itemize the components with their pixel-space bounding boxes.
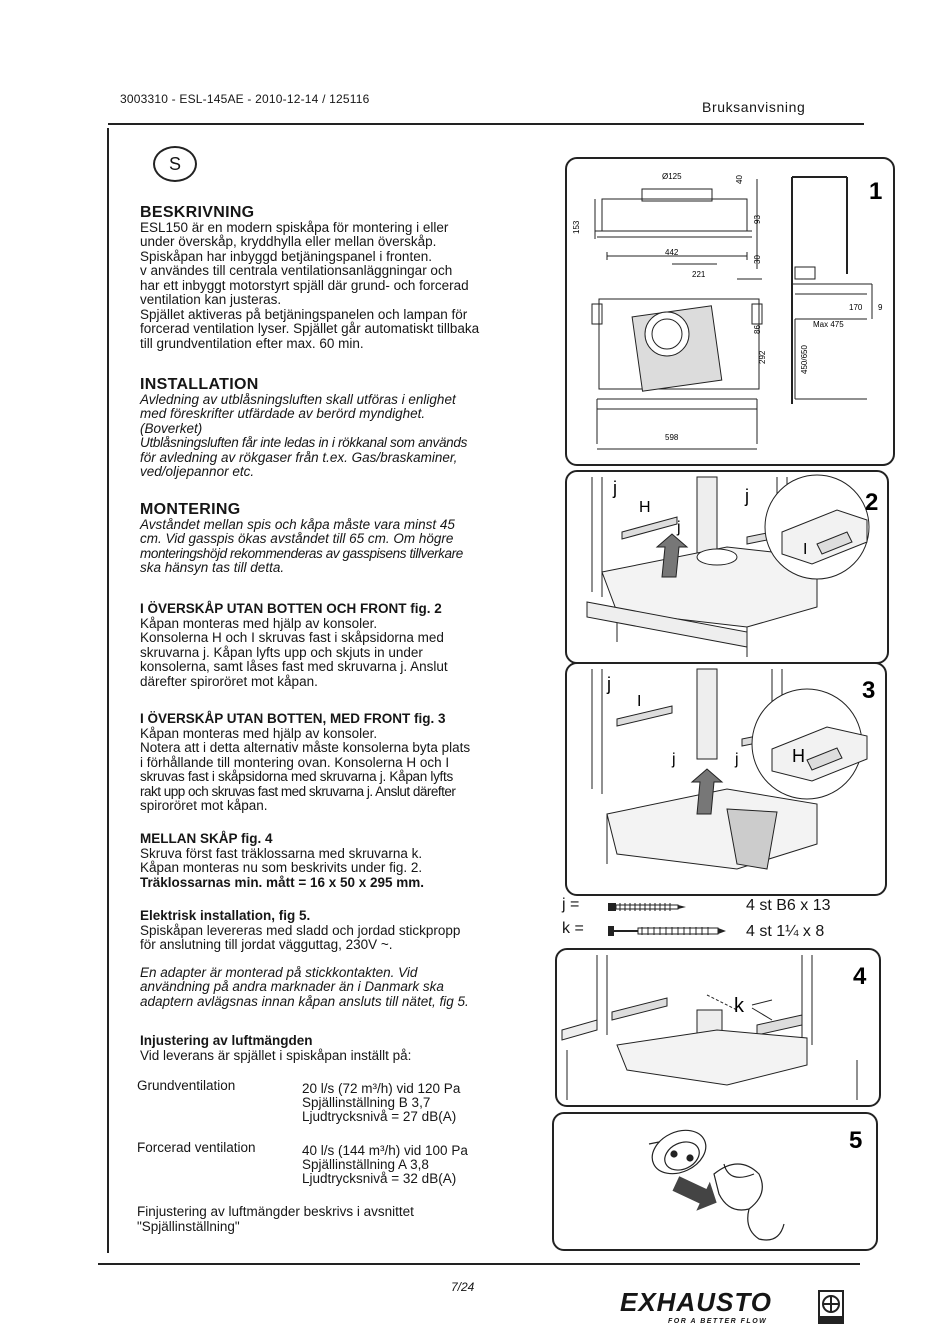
dim-d93: 93 (753, 215, 762, 224)
section-fig2 (140, 602, 525, 689)
exhausto-logo-icon (818, 1290, 844, 1324)
heading-beskrivning: BESKRIVNING (140, 204, 255, 221)
figure-3-drawing (567, 664, 885, 894)
footer-rule (98, 1263, 860, 1265)
heading-fig4: MELLAN SKÅP fig. 4 (140, 831, 273, 846)
dim-d450650: 450/650 (800, 345, 809, 374)
dim-d153: 153 (572, 220, 581, 234)
figure-1 (565, 157, 895, 466)
text-line: Spiskåpan levereras med sladd och jordad stickpropp (140, 922, 461, 938)
dim-d30: 30 (753, 255, 762, 264)
dim-d292: 292 (758, 350, 767, 364)
heading-fig3: I ÖVERSKÅP UTAN BOTTEN, MED FRONT fig. 3 (140, 711, 446, 726)
text-line: adaptern avlägsnas innan kåpan ansluts till nätet, fig 5. (140, 993, 469, 1009)
figure-4 (555, 948, 881, 1107)
text-line: för anslutning till jordat vägguttag, 230V ~. (140, 937, 393, 952)
row-value: Spjällinställning A 3,8 (302, 1157, 429, 1172)
text-line: ska hänsyn tas till detta. (140, 560, 285, 575)
row-value: 20 l/s (72 m³/h) vid 120 Pa (302, 1081, 461, 1096)
row-value: Spjällinställning B 3,7 (302, 1095, 431, 1110)
dim-d442: 442 (665, 248, 679, 257)
header-rule (108, 123, 864, 125)
text-line: Spjället aktiveras på betjäningspanelen och lampan för (140, 306, 468, 322)
row-values (302, 1082, 460, 1124)
dim-d86: 86 (753, 325, 762, 334)
screw-k-icon (608, 924, 728, 938)
label-I: I (637, 693, 642, 710)
label-j: j (613, 478, 617, 498)
label-k: k (734, 995, 744, 1017)
dim-d9: 9 (878, 303, 883, 312)
section-fig4 (140, 832, 525, 890)
text-line: med föreskrifter utfärdade av berörd myndighet. (140, 406, 426, 421)
text-line: Konsolerna H och I skruvas fast i skåpsidorna med (140, 630, 444, 645)
dim-d221: 221 (692, 270, 706, 279)
text-line: forcerad ventilation lyser. Spjället går automatiskt tillbaka (140, 321, 480, 336)
document-title: Bruksanvisning (702, 99, 806, 115)
section-montering (140, 503, 525, 576)
heading-fig2: I ÖVERSKÅP UTAN BOTTEN OCH FRONT fig. 2 (140, 601, 442, 616)
text-line: Kåpan monteras med hjälp av konsoler. (140, 725, 378, 741)
heading-elektrisk: Elektrisk installation, fig 5. (140, 908, 311, 923)
dim-max475: Max 475 (813, 320, 844, 329)
text-line: Avståndet mellan spis och kåpa måste vara minst 45 (140, 516, 455, 532)
heading-installation: INSTALLATION (140, 376, 259, 393)
section-installation (140, 378, 525, 480)
text-line-bold: Träklossarnas min. mått = 16 x 50 x 295 mm. (140, 874, 425, 890)
text-line: Vid leverans är spjället i spiskåpan inställt på: (140, 1047, 412, 1063)
label-j: j (607, 674, 611, 694)
figure-3 (565, 662, 887, 896)
section-injustering (140, 1034, 525, 1063)
text-line: Avledning av utblåsningsluften skall utföras i enlighet (140, 391, 456, 407)
brand-tagline: FOR A BETTER FLOW (668, 1318, 768, 1325)
screw-desc-k: 4 st 1¼ x 8 (746, 923, 825, 940)
text-line: därefter spiroröret mot kåpan. (140, 673, 318, 689)
text-line: skruvas fast i skåpsidorna med skruvarna j. Kåpan lyfts (140, 769, 453, 784)
figure-number: 1 (869, 178, 883, 205)
brand-logo-text: EXHAUSTO (620, 1287, 772, 1317)
text-line: monteringshöjd rekommenderas av gasspisens tillverkare (140, 545, 463, 561)
screw-key: j = (562, 896, 580, 913)
text-line: Utblåsningsluften får inte ledas in i rökkanal som används (140, 435, 468, 450)
text-line: har ett inbyggt motorstyrt spjäll där grund- och forcerad (140, 277, 469, 293)
row-values (302, 1144, 468, 1186)
screw-key: k = (562, 920, 584, 937)
text-line: till grundventilation efter max. 60 min. (140, 335, 364, 351)
figure-4-drawing (557, 950, 879, 1105)
plug-icon (554, 1114, 876, 1249)
heading-montering: MONTERING (140, 501, 241, 518)
figure-number: 5 (849, 1127, 863, 1154)
text-line: skruvarna j. Kåpan lyfts upp och skjuts in under (140, 644, 423, 660)
text-line: Kåpan monteras nu som beskrivits under fig. 2. (140, 860, 423, 875)
label-j: j (677, 519, 681, 536)
label-j: j (672, 751, 676, 768)
text-line: Finjustering av luftmängder beskrivs i avsnittet (137, 1204, 414, 1219)
left-margin-rule (107, 128, 109, 1253)
section-beskrivning (140, 206, 525, 351)
text-line: v användes till centrala ventilationsanläggningar och (140, 263, 453, 278)
label-H: H (639, 499, 651, 516)
heading-injustering: Injustering av luftmängden (140, 1033, 313, 1048)
injustering-footer (137, 1205, 497, 1234)
text-line: i förhållande till montering ovan. Konsolerna H och I (140, 754, 450, 770)
text-line: Skruva först fast träklossarna med skruvarna k. (140, 845, 423, 861)
text-line: användning på andra marknader än i Danmark ska (140, 979, 444, 994)
figure-2-drawing (567, 472, 887, 662)
section-elektrisk (140, 909, 525, 1009)
label-j: j (745, 486, 749, 506)
row-label: Grundventilation (137, 1078, 236, 1093)
figure-1-drawing (567, 159, 893, 464)
text-line: konsolerna, samt låses fast med skruvarna j. Anslut (140, 659, 448, 674)
screw-legend-j (562, 896, 579, 914)
figure-number: 2 (865, 489, 879, 516)
label-j: j (735, 751, 739, 768)
text-line: under överskåp, kryddhylla eller mellan överskåp. (140, 234, 437, 249)
text-line: rakt upp och skruvas fast med skruvarna j. Anslut därefter (140, 783, 456, 799)
language-badge: S (153, 146, 197, 182)
text-line: Notera att i detta alternativ måste konsolerna byta plats (140, 740, 471, 755)
row-label: Forcerad ventilation (137, 1140, 256, 1155)
text-line: ved/oljepannor etc. (140, 464, 255, 479)
figure-number: 3 (862, 677, 876, 704)
text-line: Kåpan monteras med hjälp av konsoler. (140, 615, 378, 631)
text-line: för avledning av rökgaser från t.ex. Gas/braskaminer, (140, 449, 458, 465)
dim-d170: 170 (849, 303, 863, 312)
dim-d40: 40 (735, 175, 744, 184)
text-line: spiroröret mot kåpan. (140, 798, 268, 813)
dim-d598: 598 (665, 433, 679, 442)
document-reference: 3003310 - ESL-145AE - 2010-12-14 / 125116 (120, 92, 370, 106)
screw-legend-k (562, 920, 584, 938)
section-fig3 (140, 712, 525, 814)
text-line: "Spjällinställning" (137, 1218, 240, 1234)
row-value: Ljudtrycksnivå = 32 dB(A) (302, 1171, 457, 1186)
text-line: ESL150 är en modern spiskåpa för montering i eller (140, 219, 449, 235)
figure-number: 4 (853, 963, 867, 990)
label-H: H (792, 746, 805, 766)
text-line: ventilation kan justeras. (140, 292, 282, 307)
text-line: (Boverket) (140, 420, 203, 436)
figure-5 (552, 1112, 878, 1251)
figure-2 (565, 470, 889, 664)
row-value: Ljudtrycksnivå = 27 dB(A) (302, 1109, 457, 1124)
row-value: 40 l/s (144 m³/h) vid 100 Pa (302, 1143, 468, 1158)
label-I: I (803, 541, 808, 558)
text-line: Spiskåpan har inbyggd betjäningspanel i fronten. (140, 248, 432, 264)
dim-d125: Ø125 (662, 172, 682, 181)
text-line: cm. Vid gasspis ökas avståndet till 65 cm. Om högre (140, 531, 454, 546)
screw-desc-j: 4 st B6 x 13 (746, 897, 831, 914)
text-line: En adapter är monterad på stickkontakten. Vid (140, 964, 418, 980)
page-number: 7/24 (451, 1280, 475, 1294)
screw-j-icon (608, 900, 688, 914)
